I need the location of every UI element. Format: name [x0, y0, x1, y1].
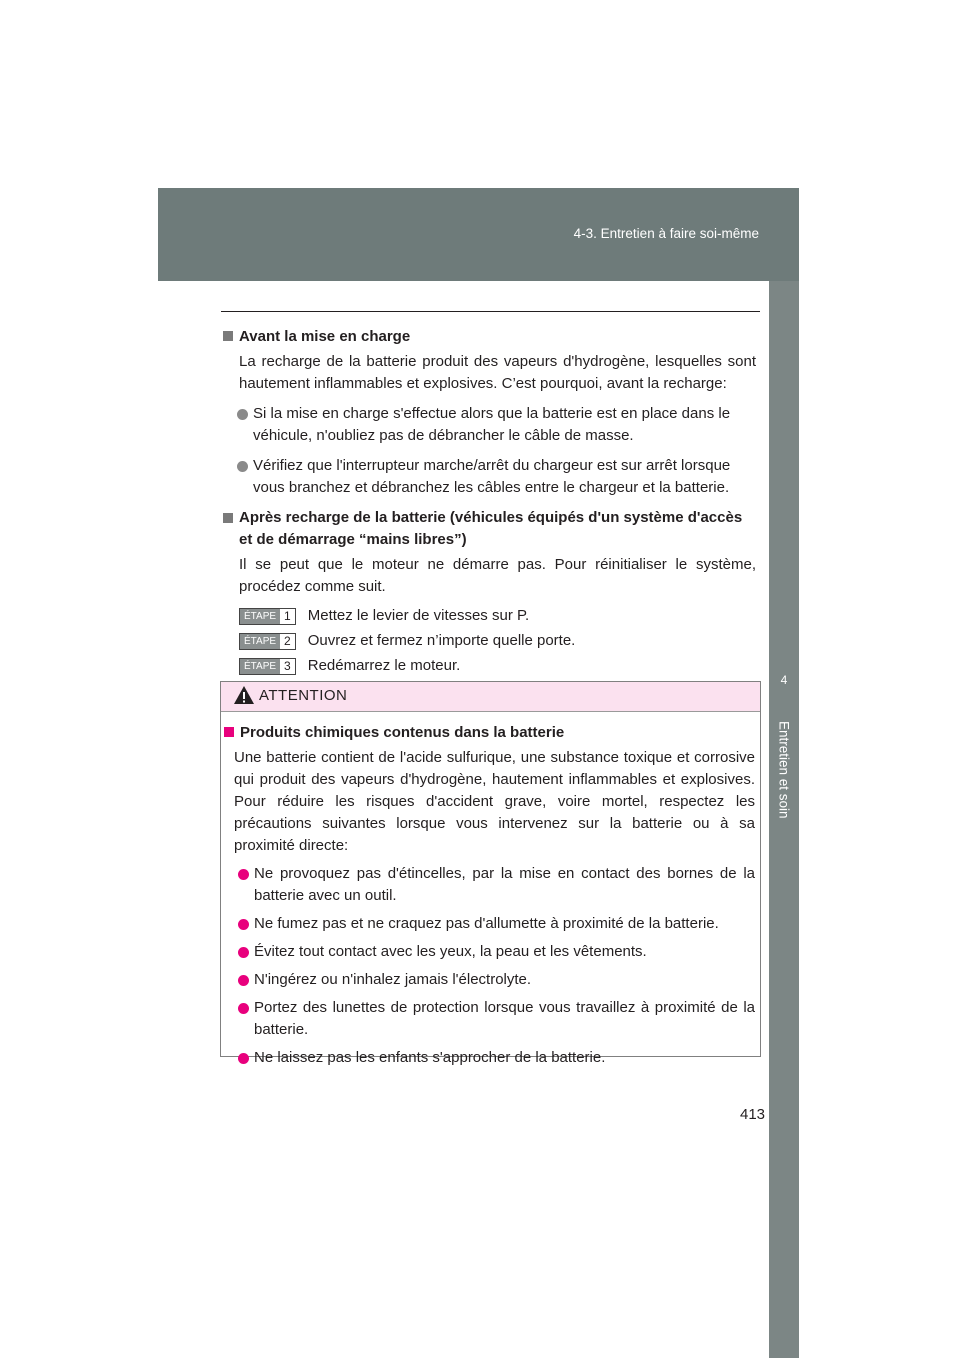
page-number: 413	[740, 1106, 766, 1123]
chapter-label: Entretien et soin	[776, 721, 792, 819]
section-title: 4-3. Entretien à faire soi-même	[573, 226, 759, 241]
main-content	[223, 326, 756, 681]
chapter-number: 4	[780, 673, 788, 687]
attention-title: ATTENTION	[259, 687, 348, 704]
step-text: Ouvrez et fermez n’importe quelle porte.	[307, 632, 576, 649]
list-item: Portez des lunettes de protection lorsque vous travaillez à proximité de la batterie.	[254, 997, 755, 1041]
circle-bullet-icon	[238, 1003, 249, 1014]
step-badge: ÉTAPE 2	[239, 633, 296, 650]
header-band	[158, 188, 799, 281]
step-row	[239, 631, 756, 651]
circle-bullet-icon	[238, 869, 249, 880]
list-item: Ne provoquez pas d'étincelles, par la mise en contact des bornes de la batterie avec un outil.	[254, 863, 755, 907]
attention-box	[220, 681, 761, 1066]
attention-heading: Produits chimiques contenus dans la batterie	[224, 722, 755, 744]
square-bullet-icon	[224, 727, 234, 737]
step-row	[239, 606, 756, 626]
circle-bullet-icon	[238, 1053, 249, 1064]
before-charge-intro: La recharge de la batterie produit des vapeurs d'hydrogène, lesquelles sont hautement inflammables et explosives. C’est pourquoi, avant la recharge:	[239, 353, 756, 392]
warning-icon	[233, 685, 255, 705]
before-charge-heading: Avant la mise en charge	[223, 326, 756, 348]
step-badge: ÉTAPE 1	[239, 608, 296, 625]
list-item: Vérifiez que l'interrupteur marche/arrêt du chargeur est sur arrêt lorsque vous branchez et débranchez les câbles entre le chargeur et la batterie.	[253, 455, 756, 499]
top-rule	[221, 311, 760, 312]
circle-bullet-icon	[238, 919, 249, 930]
after-charge-heading: Après recharge de la batterie (véhicules équipés d'un système d'accès et de démarrage “mains libres”)	[223, 507, 756, 551]
square-bullet-icon	[223, 513, 233, 523]
attention-body	[224, 722, 755, 1075]
list-item: Évitez tout contact avec les yeux, la peau et les vêtements.	[254, 941, 755, 963]
circle-bullet-icon	[238, 975, 249, 986]
step-row	[239, 656, 756, 676]
circle-bullet-icon	[237, 409, 248, 420]
square-bullet-icon	[223, 331, 233, 341]
circle-bullet-icon	[237, 461, 248, 472]
side-tab	[769, 281, 799, 1358]
list-item: N'ingérez ou n'inhalez jamais l'électrolyte.	[254, 969, 755, 991]
attention-header	[221, 682, 760, 712]
circle-bullet-icon	[238, 947, 249, 958]
list-item: Si la mise en charge s'effectue alors que la batterie est en place dans le véhicule, n'oubliez pas de débrancher le câble de masse.	[253, 403, 756, 447]
after-charge-intro: Il se peut que le moteur ne démarre pas. Pour réinitialiser le système, procédez comme suit.	[239, 556, 756, 595]
list-item: Ne fumez pas et ne craquez pas d'allumette à proximité de la batterie.	[254, 913, 755, 935]
step-text: Mettez le levier de vitesses sur P.	[307, 607, 530, 624]
attention-intro: Une batterie contient de l'acide sulfurique, une substance toxique et corrosive qui produit des vapeurs d'hydrogène, hautement inflammables et explosives. Pour réduire les risques d'accident grave, voire mortel, respectez les précautions suivantes lorsque vous intervenez sur la batterie ou à sa proximité directe:	[234, 749, 755, 854]
list-item: Ne laissez pas les enfants s'approcher de la batterie.	[254, 1047, 755, 1069]
step-badge: ÉTAPE 3	[239, 658, 296, 675]
step-text: Redémarrez le moteur.	[307, 657, 461, 674]
